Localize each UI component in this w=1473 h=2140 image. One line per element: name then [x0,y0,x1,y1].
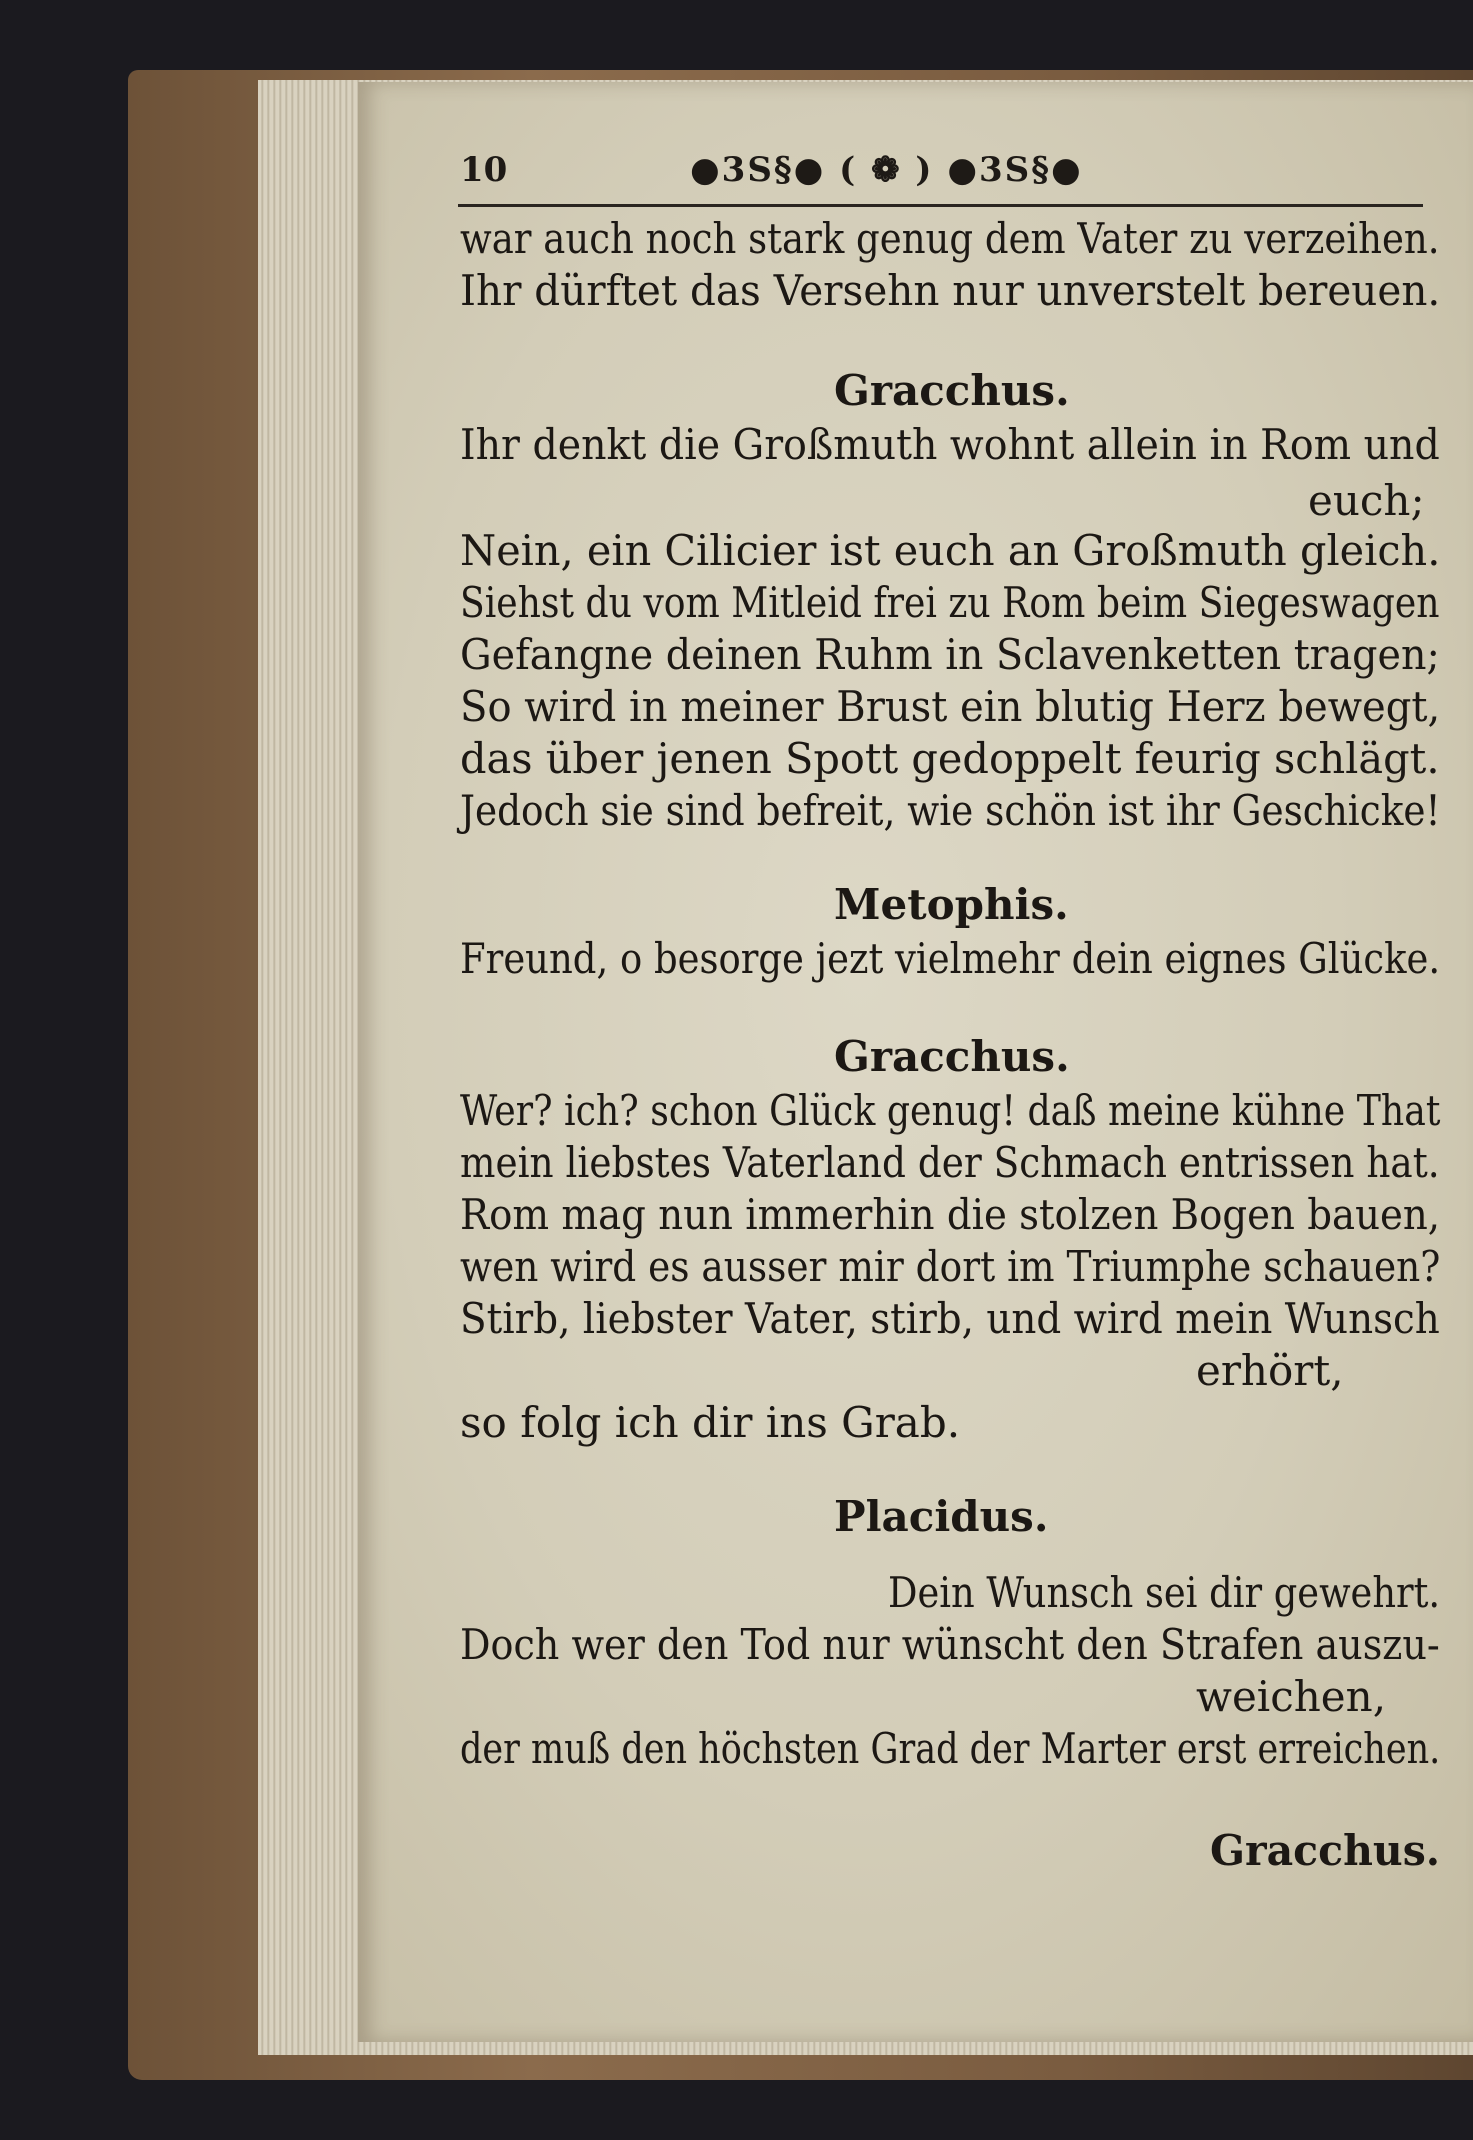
text-line: der muß den höchsten Grad der Marter erst erreichen. [460,1724,1441,1773]
text-line: Nein, ein Cilicier ist euch an Großmuth gleich. [460,526,1441,575]
text-line: Ihr denkt die Großmuth wohnt allein in Rom und [460,420,1440,469]
text-line: Ihr dürftet das Versehn nur unverstelt bereuen. [460,266,1441,315]
text-line: so folg ich dir ins Grab. [460,1398,961,1447]
text-line: erhört, [1196,1346,1344,1395]
text-line: Siehst du vom Mitleid frei zu Rom beim Siegeswagen [460,578,1440,627]
text-line: mein liebstes Vaterland der Schmach entrissen hat. [460,1138,1440,1187]
speaker-name: Gracchus. [834,1032,1070,1081]
text-line: Wer? ich? schon Glück genug! daß meine kühne That [460,1086,1441,1135]
page-number: 10 [460,150,508,190]
text-line: Freund, o besorge jezt vielmehr dein eignes Glücke. [460,934,1441,983]
text-line: Jedoch sie sind befreit, wie schön ist ihr Geschicke! [460,786,1441,835]
text-line: Stirb, liebster Vater, stirb, und wird mein Wunsch [460,1294,1440,1343]
catchword: Gracchus. [1210,1826,1441,1875]
text-line: Doch wer den Tod nur wünscht den Strafen auszu- [460,1620,1440,1669]
text-line: euch; [1308,476,1425,525]
speaker-name: Metophis. [834,880,1069,929]
text-line: wen wird es ausser mir dort im Triumphe schauen? [460,1242,1441,1291]
speaker-name: Gracchus. [834,366,1070,415]
text-line: Gefangne deinen Ruhm in Sclavenketten tragen; [460,630,1440,679]
text-line: Dein Wunsch sei dir gewehrt. [888,1568,1441,1617]
speaker-name: Placidus. [834,1492,1049,1541]
text-line: Rom mag nun immerhin die stolzen Bogen bauen, [460,1190,1441,1239]
text-line: So wird in meiner Brust ein blutig Herz bewegt, [460,682,1441,731]
text-line: weichen, [1196,1672,1387,1721]
text-line: das über jenen Spott gedoppelt feurig schlägt. [460,734,1440,783]
text-line: war auch noch stark genug dem Vater zu verzeihen. [460,214,1440,263]
header-ornament: ●3S§● ( ❁ ) ●3S§● [690,150,1083,190]
header-rule [458,204,1423,207]
